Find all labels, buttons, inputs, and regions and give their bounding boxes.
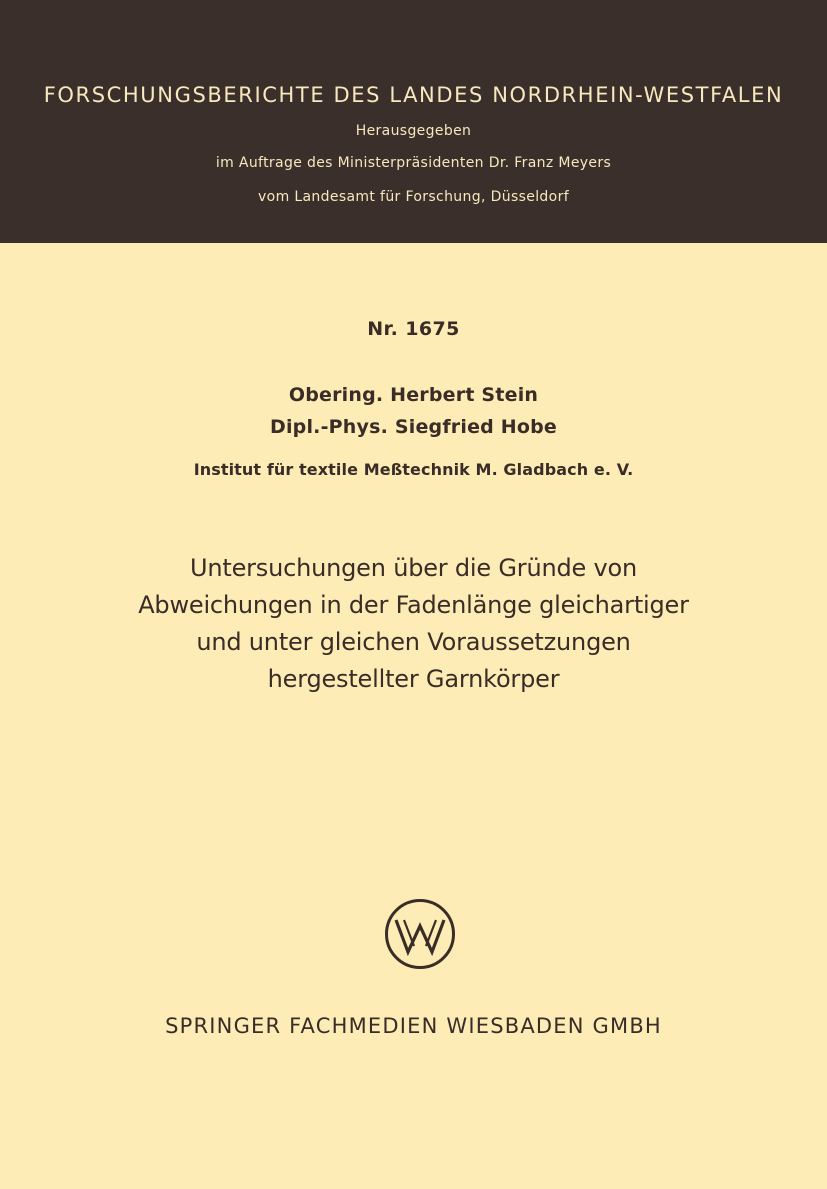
- author-name: Dipl.-Phys. Siegfried Hobe: [269, 416, 558, 438]
- book-title-line: Abweichungen in der Fadenlänge gleichartiger: [138, 591, 689, 619]
- publisher-note-line-3: vom Landesamt für Forschung, Düsseldorf: [258, 189, 569, 205]
- series-header-band: [0, 0, 827, 243]
- publisher-logo-icon: [384, 898, 456, 970]
- institute-name: Institut für textile Meßtechnik M. Gladbach e. V.: [193, 460, 634, 479]
- book-title-line: hergestellter Garnkörper: [267, 665, 560, 693]
- book-title: [0, 550, 827, 698]
- report-number: Nr. 1675: [367, 318, 460, 340]
- author-name: Obering. Herbert Stein: [288, 384, 539, 406]
- series-title: FORSCHUNGSBERICHTE DES LANDES NORDRHEIN-WESTFALEN: [43, 83, 784, 107]
- publisher-note-line-1: Herausgegeben: [355, 123, 472, 139]
- book-title-line: und unter gleichen Voraussetzungen: [196, 628, 631, 656]
- publisher-note-line-2: im Auftrage des Ministerpräsidenten Dr. Franz Meyers: [215, 155, 612, 171]
- publisher-name: SPRINGER FACHMEDIEN WIESBADEN GMBH: [165, 1014, 662, 1038]
- book-title-line: Untersuchungen über die Gründe von: [189, 554, 638, 582]
